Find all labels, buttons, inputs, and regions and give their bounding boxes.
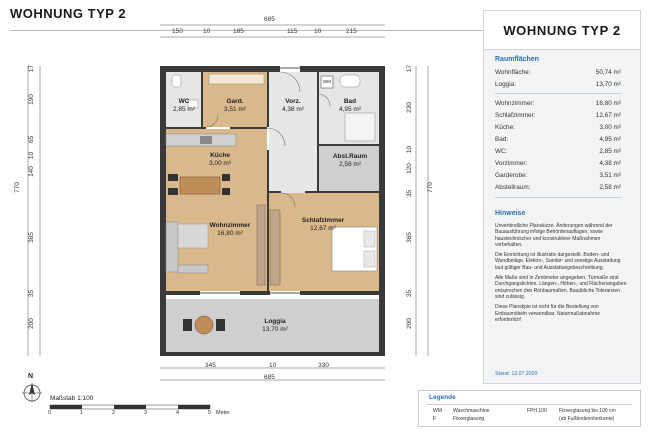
legend-code: F — [433, 416, 437, 422]
legend-title: Legende — [429, 394, 456, 401]
dim-right-5: 35 — [406, 189, 414, 198]
dim-top-1: 150 — [172, 28, 183, 35]
dim-left-3: 65 — [28, 135, 36, 144]
wardrobe — [209, 74, 264, 84]
area-row: Wohnzimmer: 16,80 m² — [495, 100, 621, 107]
dim-bottom-1: 345 — [205, 362, 216, 369]
legend-box — [418, 390, 641, 427]
notes-block — [495, 223, 627, 327]
section-areas-heading: Raumflächen — [495, 56, 539, 63]
room-garderobe: Gard. 3,51 m² — [223, 98, 247, 113]
legend-text: Waschmaschine — [453, 408, 490, 414]
dim-bottom-3: 330 — [318, 362, 329, 369]
legend-code: FPH 100 — [527, 408, 547, 414]
info-panel — [483, 10, 641, 384]
floor-vorz — [269, 72, 317, 200]
dim-left-5: 140 — [27, 166, 35, 177]
room-bad: Bad 4,95 m² — [338, 98, 362, 113]
scale-unit: Meter — [216, 410, 231, 416]
dim-top-4: 115 — [287, 28, 298, 35]
dim-right-7: 35 — [406, 289, 414, 298]
area-row: WC: 2,85 m² — [495, 148, 621, 155]
panel-title: WOHNUNG TYP 2 — [503, 22, 621, 38]
panel-header — [484, 11, 640, 50]
scale-tick-0: 0 — [48, 410, 52, 416]
dim-left-7: 35 — [28, 289, 36, 298]
dim-left-6: 365 — [27, 232, 35, 243]
north-label: N — [28, 373, 34, 380]
stand-date: Stand: 12.07.2020 — [495, 371, 538, 377]
legend-text: (ab Fußbodenoberkante) — [559, 416, 615, 422]
dim-top-total: 685 — [264, 16, 275, 23]
dim-bottom-2: 10 — [269, 362, 277, 369]
dim-right-4: 120 — [405, 163, 413, 174]
scale-tick-1: 1 — [80, 410, 84, 416]
dim-left-total: 770 — [13, 182, 21, 193]
scale-label: Maßstab 1:100 — [50, 395, 94, 402]
room-kueche: Küche 3,00 m² — [208, 152, 232, 167]
scale-tick-4: 4 — [176, 410, 180, 416]
area-row: Loggia: 13,70 m² — [495, 81, 621, 88]
dim-bottom-total: 685 — [264, 374, 275, 381]
north-arrow-icon — [22, 383, 42, 403]
dim-left-1: 17 — [28, 64, 36, 73]
divider — [495, 197, 621, 198]
room-wc: WC 2,85 m² — [172, 98, 196, 113]
dim-top-6: 215 — [346, 28, 357, 35]
dim-left-2: 190 — [27, 94, 35, 105]
dim-left-8: 200 — [27, 318, 35, 329]
scale-tick-3: 3 — [144, 410, 148, 416]
legend-text: Fixverglasung — [453, 416, 485, 422]
bedroom-wardrobe — [270, 210, 280, 285]
scale-bar — [50, 405, 210, 409]
dim-right-6: 365 — [405, 232, 413, 243]
area-row: Küche: 3,00 m² — [495, 124, 621, 131]
dim-left-4: 10 — [28, 151, 36, 160]
area-row: Wohnfläche: 50,74 m² — [495, 69, 621, 76]
room-wohnzimmer: Wohnzimmer 16,80 m² — [209, 222, 251, 237]
area-row: Abstellraum: 2,58 m² — [495, 184, 621, 191]
section-notes-heading: Hinweise — [495, 210, 526, 217]
divider — [427, 404, 632, 405]
area-row: Bad: 4,95 m² — [495, 136, 621, 143]
dim-right-3: 10 — [406, 145, 414, 154]
room-schlafzimmer: Schlafzimmer 12,67 m² — [301, 217, 345, 232]
note-paragraph: Unverbindliche Planskizze. Änderungen während der Bauausführung infolge Behördenauflagen, sowie haustechnischer und konstruktiver Maßnahmen vorbehalten. — [495, 223, 613, 248]
legend-text: Fixverglasung bis 100 cm — [559, 408, 616, 414]
room-loggia: Loggia 13,70 m² — [262, 318, 288, 333]
scale-tick-5: 5 — [208, 410, 212, 416]
note-paragraph: Diese Planskpie ist nicht für die Bestellung von Einbaumöbeln verwendbar. Naturmaßabnahme erforderlich! — [495, 304, 601, 323]
tv-cabinet — [257, 205, 265, 285]
dim-right-2: 230 — [405, 102, 413, 113]
room-abstellraum: Abst.Raum 2,58 m² — [332, 153, 368, 168]
bed — [332, 227, 377, 271]
note-paragraph: Alle Maße sind in Zentimeter angegeben. Türmaße sind Durchgangslichten. Längen-, Höhen-, und Flächenangaben entsprechen den Rohbaumaßen. Bauübliche Toleranzen sind zulässig. — [495, 275, 627, 300]
dim-right-8: 200 — [405, 318, 413, 329]
area-row: Vorzimmer: 4,38 m² — [495, 160, 621, 167]
scale-tick-2: 2 — [112, 410, 116, 416]
area-row: Garderobe: 3,51 m² — [495, 172, 621, 179]
area-row: Schlafzimmer: 12,67 m² — [495, 112, 621, 119]
washing-machine-label: WM — [323, 79, 331, 84]
divider — [495, 93, 621, 94]
dim-top-3: 185 — [233, 28, 244, 35]
page-title: WOHNUNG TYP 2 — [10, 6, 127, 21]
dim-top-2: 10 — [203, 28, 211, 35]
dim-right-total: 770 — [426, 182, 434, 193]
note-paragraph: Die Einrichtung ist illustrativ dargestellt. Boden- und Wandbeläge, Elektro-, Sanitär- und sonstige Ausstattung laut gültiger Bau- und Ausstattungsbeschreibung. — [495, 252, 621, 271]
legend-code: WM — [433, 408, 442, 414]
dim-right-1: 17 — [406, 64, 414, 73]
room-vorzimmer: Vorz. 4,38 m² — [281, 98, 305, 113]
kitchen-counter — [166, 134, 236, 146]
dim-top-5: 10 — [314, 28, 322, 35]
